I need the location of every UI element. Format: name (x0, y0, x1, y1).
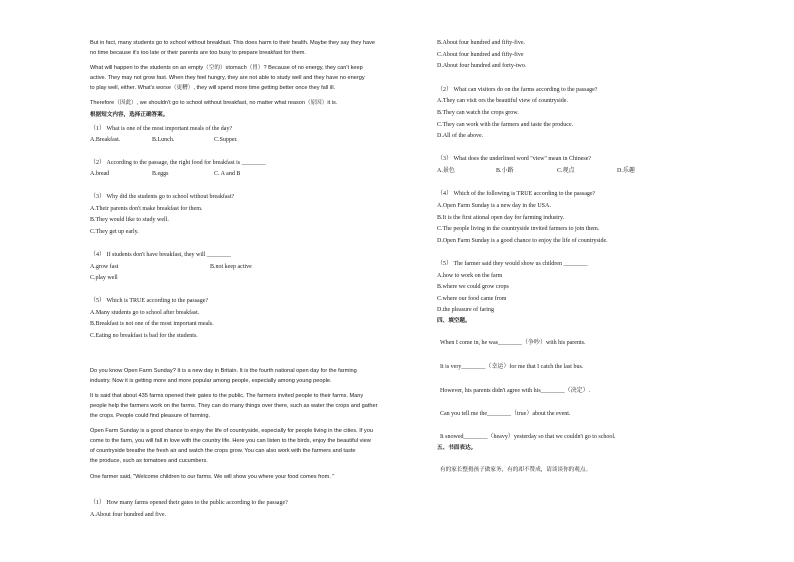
option-c[interactable]: C.play well (90, 275, 118, 281)
question-1: （1） What is one of the most important meals of the day? (90, 126, 233, 132)
passage2-text: Open Farm Sunday is a good chance to enjoy the life of countryside, especially for people living in the cities. If you (90, 428, 373, 434)
option-c[interactable]: C.where our food came from (437, 296, 507, 302)
passage1-text: no time because it's too late or their parents are too busy to prepare breakfast for them. (90, 50, 306, 56)
passage2-text: Do you know Open Farm Sunday? It is a new day in Britain. It is the fourth national open day for the farming (90, 368, 357, 374)
option-b[interactable]: B.where we could grow crops (437, 284, 509, 290)
fill-blank-item[interactable]: It snowed________（heavy）yesterday so that we couldn't go to school. (440, 434, 616, 440)
option-c[interactable]: C.Supper. (214, 137, 238, 143)
option-a[interactable]: A.how to work on the farm (437, 273, 503, 279)
section-heading: 五、书面表达。 (437, 445, 477, 451)
option-b[interactable]: B.小路 (496, 168, 514, 174)
passage2-text: It is said that about 435 farms opened their gates to the public. The farmers invited people to their farms. Many (90, 393, 364, 399)
option-a[interactable]: A.Breakfast. (90, 137, 121, 143)
passage1-text: to play well, either. What's worse（更糟）, they will spend more time getting better once they fall ill. (90, 85, 336, 91)
question-5: （5） Which is TRUE according to the passage? (90, 298, 209, 304)
option-c[interactable]: C.They get up early. (90, 229, 139, 235)
option-b[interactable]: B.It is the first ational open day for farming industry. (437, 215, 565, 221)
section-heading: 四、填空题。 (437, 318, 471, 324)
writing-prompt: 有的家长整拇孩子做家务，有的却不赞成，请谈谈你的观点。 (440, 467, 592, 473)
option-c[interactable]: C.The people living in the countryside invited farmers to join them. (437, 226, 600, 232)
fill-blank-item[interactable]: However, his parents didn't agree with his________（决定）. (440, 388, 591, 394)
passage2-text: the produce, such as tomatoes and cucumbers. (90, 458, 208, 464)
option-d[interactable]: D.All of the above. (437, 133, 484, 139)
option-d[interactable]: D.the pleasure of faring (437, 307, 494, 313)
option-a[interactable]: A.bread (90, 171, 110, 177)
option-b[interactable]: B.They would like to study well. (90, 217, 169, 223)
passage2-text: come to the farm, you will fall in love with the country life. Here you can listen to the birds, enjoy the beautiful view (90, 438, 371, 444)
passage2-question-4: （4） Which of the following is TRUE according to the passage? (437, 191, 596, 197)
passage1-text: What will happen to the students on an empty（空的）stomach（胃）? Because of no energy, they can't keep (90, 65, 363, 71)
fill-blank-item[interactable]: When I come in, he was________（争吵）with his parents. (440, 340, 586, 346)
fill-blank-item[interactable]: Can you tell me the________（true）about the event. (440, 411, 571, 417)
option-a[interactable]: A.景色 (437, 168, 455, 174)
passage2-question-1: （1） How many farms opened their gates to the public according to the passage? (90, 500, 288, 506)
option-a[interactable]: A.About four hundred and five. (90, 512, 166, 518)
question-2: （2） According to the passage, the right food for breakfast is ________ (90, 160, 266, 166)
passage2-question-3: （3） What does the underlined word "view" mean in Chinese? (437, 156, 592, 162)
option-b[interactable]: B.Lunch. (152, 137, 175, 143)
option-b[interactable]: B.They can watch the crops grow. (437, 110, 519, 116)
passage2-text: One farmer said, "Welcome children to our farms. We will show you where your food comes from. " (90, 474, 335, 480)
option-c[interactable]: C.They can work with the farmers and taste the produce. (437, 122, 574, 128)
option-b[interactable]: B.not keep active (210, 264, 252, 270)
option-c[interactable]: C. A and B (214, 171, 241, 177)
passage2-question-2: （2） What can visitors do on the farms according to the passage? (437, 87, 598, 93)
option-a[interactable]: A.Open Farm Sunday is a new day in the USA. (437, 203, 551, 209)
option-d[interactable]: D.About four hundred and forty-two. (437, 63, 527, 69)
passage2-text: of countryside breathe the fresh air and watch the crops grow. You can also work with the farmers and taste (90, 448, 356, 454)
option-a[interactable]: A.Their parents don't make breakfast for them. (90, 206, 203, 212)
passage1-text: But in fact, many students go to school without breakfast. This does harm to their health. Maybe they say they have (90, 40, 376, 46)
passage2-text: industry. Now it is getting more and more popular among people, especially among young people. (90, 378, 332, 384)
option-a[interactable]: A.They can visit ors the beautiful view of countryside. (437, 98, 568, 104)
option-d[interactable]: D.乐趣 (617, 168, 635, 174)
question-3: （3） Why did the students go to school without breakfast? (90, 194, 235, 200)
option-d[interactable]: D.Open Farm Sunday is a good chance to enjoy the life of countryside. (437, 238, 608, 244)
option-b[interactable]: B.eggs (152, 171, 169, 177)
passage2-question-5: （5） The farmer said they would show us children ________ (437, 261, 588, 267)
option-c[interactable]: C.About four hundred and fifty-five (437, 52, 524, 58)
option-c[interactable]: C.观点 (557, 168, 575, 174)
passage2-text: people help the farmers work on the farms. They can do many things over there, such as water the crops and gather (90, 403, 378, 409)
passage1-text: Therefore（因此）, we shouldn't go to school without breakfast, no matter what reason（原因）it is. (90, 100, 338, 106)
option-a[interactable]: A.grow fast (90, 264, 119, 270)
fill-blank-item[interactable]: It is very________（幸运）for me that I catch the last bus. (440, 364, 584, 370)
question-4: （4） If students don't have breakfast, they will ________ (90, 252, 231, 258)
passage2-text: the crops. People could find pleasure of farming. (90, 413, 211, 419)
option-b[interactable]: B.Breakfast is not one of the most important meals. (90, 321, 214, 327)
option-c[interactable]: C.Eating no breakfast is bad for the students. (90, 333, 198, 339)
passage1-text: active. They may not grow fast. When they feel hungry, they are not able to study well and they have no energy (90, 75, 365, 81)
instruction: 根据短文内容，选择正确答案。 (90, 112, 169, 118)
option-a[interactable]: A.Many students go to school after breakfast. (90, 310, 200, 316)
option-b[interactable]: B.About four hundred and fifty-five. (437, 40, 525, 46)
